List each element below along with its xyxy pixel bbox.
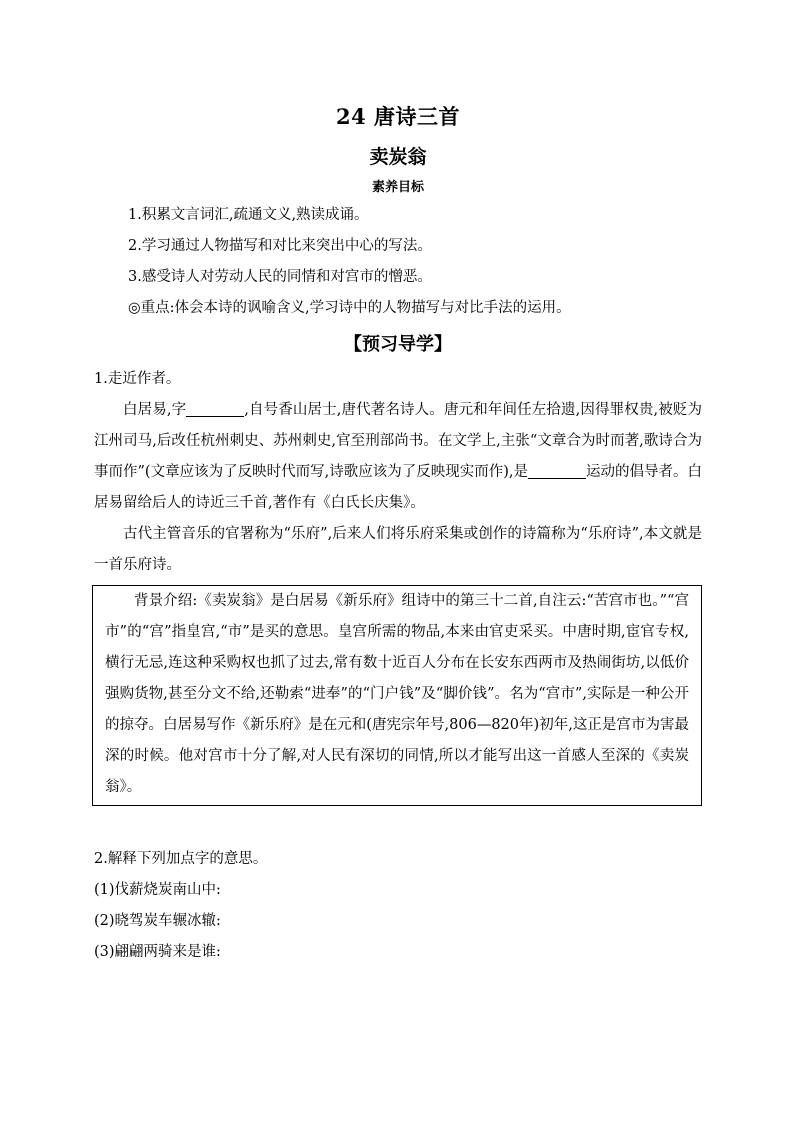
fill-blank-courtesy-name[interactable]: [186, 400, 244, 417]
preview-heading: 【预习导学】: [344, 334, 452, 355]
goal-item-1: 1.积累文言词汇,疏通文义,熟读成诵。: [128, 207, 369, 223]
question-2-title: 2.解释下列加点字的意思。: [94, 851, 268, 867]
goal-key-point: ◎重点:体会本诗的讽喻含义,学习诗中的人物描写与对比手法的运用。: [128, 300, 571, 316]
author-paragraph: [94, 395, 702, 519]
question-2-item-1: (1)伐薪烧炭南山中:: [94, 882, 221, 898]
question-1-title: 1.走近作者。: [94, 371, 181, 387]
fill-blank-movement[interactable]: [528, 462, 586, 479]
document-page: [94, 100, 702, 968]
author-text-b: ,自号香山居士,唐代著名诗人。唐元和年间任左拾遗,因得罪权贵,被贬为江州司马,后改任杭州刺史、苏州刺史,官至刑部尚书。在文学上,主张“文章合为时而著,歌诗合为事而作”(文章应该为了反映时代而写,诗歌应该为了反映现实而作),是: [94, 402, 703, 480]
goal-item-3: 3.感受诗人对劳动人民的同情和对宫市的憎恶。: [128, 269, 432, 285]
author-text-a: 白居易,字: [123, 402, 187, 418]
author-text-c: 运动的倡导者。白居易留给后人的诗近三千首,著作有《白氏长庆集》。: [94, 464, 702, 511]
background-box: [92, 585, 702, 806]
yuefu-paragraph: 古代主管音乐的官署称为“乐府”,后来人们将乐府采集或创作的诗篇称为“乐府诗”,本文就是一首乐府诗。: [94, 526, 702, 573]
poem-title: 卖炭翁: [369, 146, 427, 168]
goals-heading: 素养目标: [371, 180, 424, 195]
goal-item-2: 2.学习通过人物描写和对比来突出中心的写法。: [128, 238, 432, 254]
background-text: 背景介绍:《卖炭翁》是白居易《新乐府》组诗中的第三十二首,自注云:“苦宫市也。”“宫市”的“宫”指皇宫,“市”是买的意思。皇宫所需的物品,本来由官吏采买。中唐时期,宦官专权,横行无忌,连这种采购权也抓了过去,常有数十近百人分布在长安东西两市及热闹街坊,以低价强购货物,甚至分文不给,还勒索“进奉”的“门户钱”及“脚价钱”。名为“宫市”,实际是一种公开的掠夺。白居易写作《新乐府》是在元和(唐宪宗年号,806—820年)初年,这正是宫市为害最深的时候。他对宫市十分了解,对人民有深切的同情,所以才能写出这一首感人至深的《卖炭翁》。: [105, 593, 689, 795]
question-2-item-2: (2)晓驾炭车辗冰辙:: [94, 913, 221, 929]
lesson-title: 24 唐诗三首: [335, 104, 461, 129]
question-2-item-3: (3)翩翩两骑来是谁:: [94, 944, 221, 960]
